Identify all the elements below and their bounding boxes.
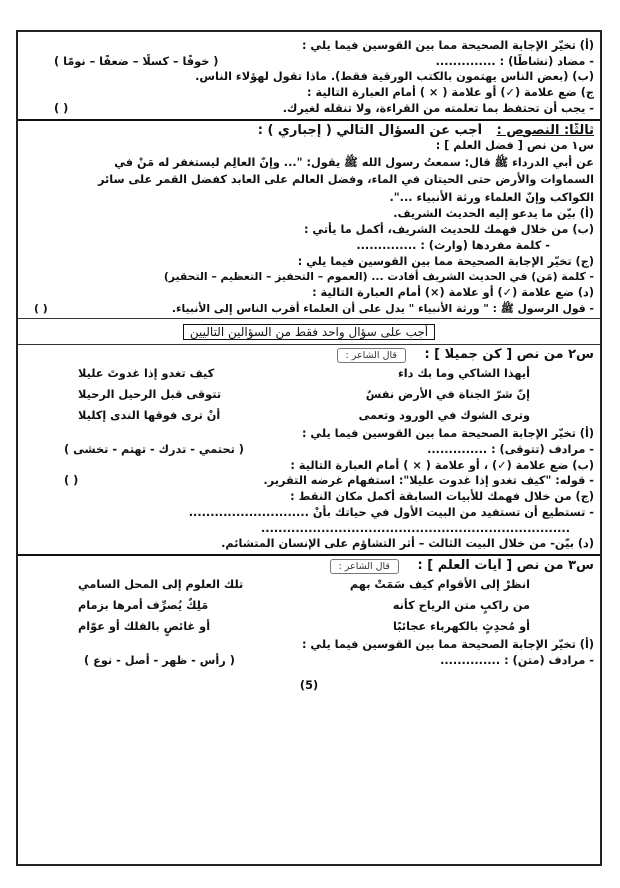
q1-a: (أ) بيّن ما يدعو إليه الحديث الشريف. [393,207,594,221]
divider [18,554,600,556]
divider [18,344,600,345]
divider [18,119,600,121]
question-c-item: - يجب أن تحتفظ بما تعلمته من القراءة، ولا تنقله لغيرك. [282,101,594,115]
hadith-line: السماوات والأرض حتى الحيتان في الماء، وفضل العالم على العابد كفضل القمر على سائر [97,173,594,187]
verse-right: انظرْ إلى الأقوام كيف سَمَتْ بهم [349,577,530,591]
hadith-line: الكواكب وإنّ العلماء ورثة الأنبياء ...". [389,190,594,204]
answer-paren: ( ) [34,301,48,315]
question-a-title: (أ) تخيّر الإجابة الصحيحة مما بين القوسين فيما يلي : [301,39,594,52]
q2-b-item: - قوله: "كيف تغدو إذا غدوت عليلا": استفهام غرضه التقرير. [263,474,594,488]
verse-right: إنّ شرّ الجناة في الأرض نفسٌ [365,388,530,402]
q1-b: (ب) من خلال فهمك للحديث الشريف، أكمل ما يأتي : [303,223,594,237]
q2-a-options: ( تحتمي - تدرك - تهتم - تخشى ) [64,443,244,457]
answer-paren: ( ) [54,101,69,115]
q2-c-dots: ........................................................................ [261,521,570,535]
q2-d: (د) بيّن- من خلال البيت الثالث – أثر التشاؤم على الإنسان المتشائم. [221,537,594,551]
q2-a-item: - مرادف (تتوقى) : .............. [427,443,594,457]
question-b: (ب) (بعض الناس يهتمون بالكتب الورقية فقط). ماذا تقول لهؤلاء الناس. [195,70,594,84]
question-1-heading: س١ من نص [ فضل العلم ] : [435,139,594,153]
divider [18,318,600,319]
poet-label: قال الشاعر : [330,559,399,574]
q1-d: (د) ضع علامة (✓) أو علامة (×) أمام العبارة التالية : [312,285,594,299]
verse-right: أيهذا الشاكي وما بك داء [397,367,530,381]
verse-left: أو غائصٍ بالفلك أو عوّام [78,619,211,633]
question-c-title: ج) ضع علامة (✓) أو علامة ( × ) أمام العبارة التالية : [307,86,594,100]
q1-d-item: - قول الرسول ﷺ : " ورثة الأنبياء " يدل على أن العلماء أقرب الناس إلى الأنبياء. [171,301,594,315]
q1-b-item: - كلمة مفردها (وارث) : .............. [356,238,550,252]
q1-c: (ج) تخيّر الإجابة الصحيحة مما بين القوسين فيما يلي : [297,254,594,268]
q2-c: (ج) من خلال فهمك للأبيات السابقة أكمل مكان النقط : [290,490,594,504]
q2-c-item: - تستطيع أن تستفيد من البيت الأول في حياتك بأنْ ............................ [188,505,594,519]
verse-right: وترى الشوك في الورود وتعمى [358,409,530,423]
poet-label: قال الشاعر : [337,348,406,363]
exam-page [16,30,602,866]
question-2-heading: س٢ من نص [ كن جميلًا ] : [424,347,594,363]
question-a-options: ( خوفًا – كسلًا – ضعفًا – نومًا ) [54,54,219,68]
q2-a: (أ) تخيّر الإجابة الصحيحة مما بين القوسين فيما يلي : [301,427,594,441]
q2-b: (ب) ضع علامة (✓) ، أو علامة ( × ) أمام العبارة التالية : [290,458,594,472]
question-a-item: - مضاد (نشاطًا) : .............. [435,54,594,68]
q3-a-options: ( رأس - ظهر - أصل - نوع ) [84,653,235,667]
verse-left: مَلِكٌ يُصرِّف أمرها بزمام [78,598,209,612]
choice-banner: أجب على سؤال واحد فقط من السؤالين التاليين [183,324,435,340]
verse-left: كيف تغدو إذا غدوتَ عليلا [78,367,215,381]
verse-left: أنْ ترى فوقها الندى إكليلا [78,409,221,423]
section-title: ثالثًا: النصوص : [496,122,594,138]
verse-left: تتوقى قبل الرحيل الرحيلا [78,388,222,402]
verse-left: تلك العلوم إلى المحل السامي [78,577,244,591]
q1-c-item: - كلمة (مَن) في الحديث الشريف أفادت ... (العموم – التحفيز – التعظيم – التحقير) [163,270,594,284]
question-3-heading: س٣ من نص [ آيات العلم ] : [417,557,594,573]
page-number: (5) [299,679,319,693]
section-instruction: أجب عن السؤال التالي ( إجباري ) : [257,122,483,138]
verse-right: أو مُحدِثٍ بالكهرباء عجائبًا [393,619,530,633]
hadith-line: عن أبي الدرداء ﷺ قال: سمعتُ رسول الله ﷺ يقول: "... وإنّ العالِم ليستغفر له مَنْ في [114,155,594,169]
q3-a-item: - مرادف (متن) : .............. [440,653,594,667]
verse-right: من راكبٍ متن الرياح كأنه [392,598,530,612]
answer-paren: ( ) [64,474,79,488]
q3-a: (أ) تخيّر الإجابة الصحيحة مما بين القوسين فيما يلي : [301,637,594,651]
